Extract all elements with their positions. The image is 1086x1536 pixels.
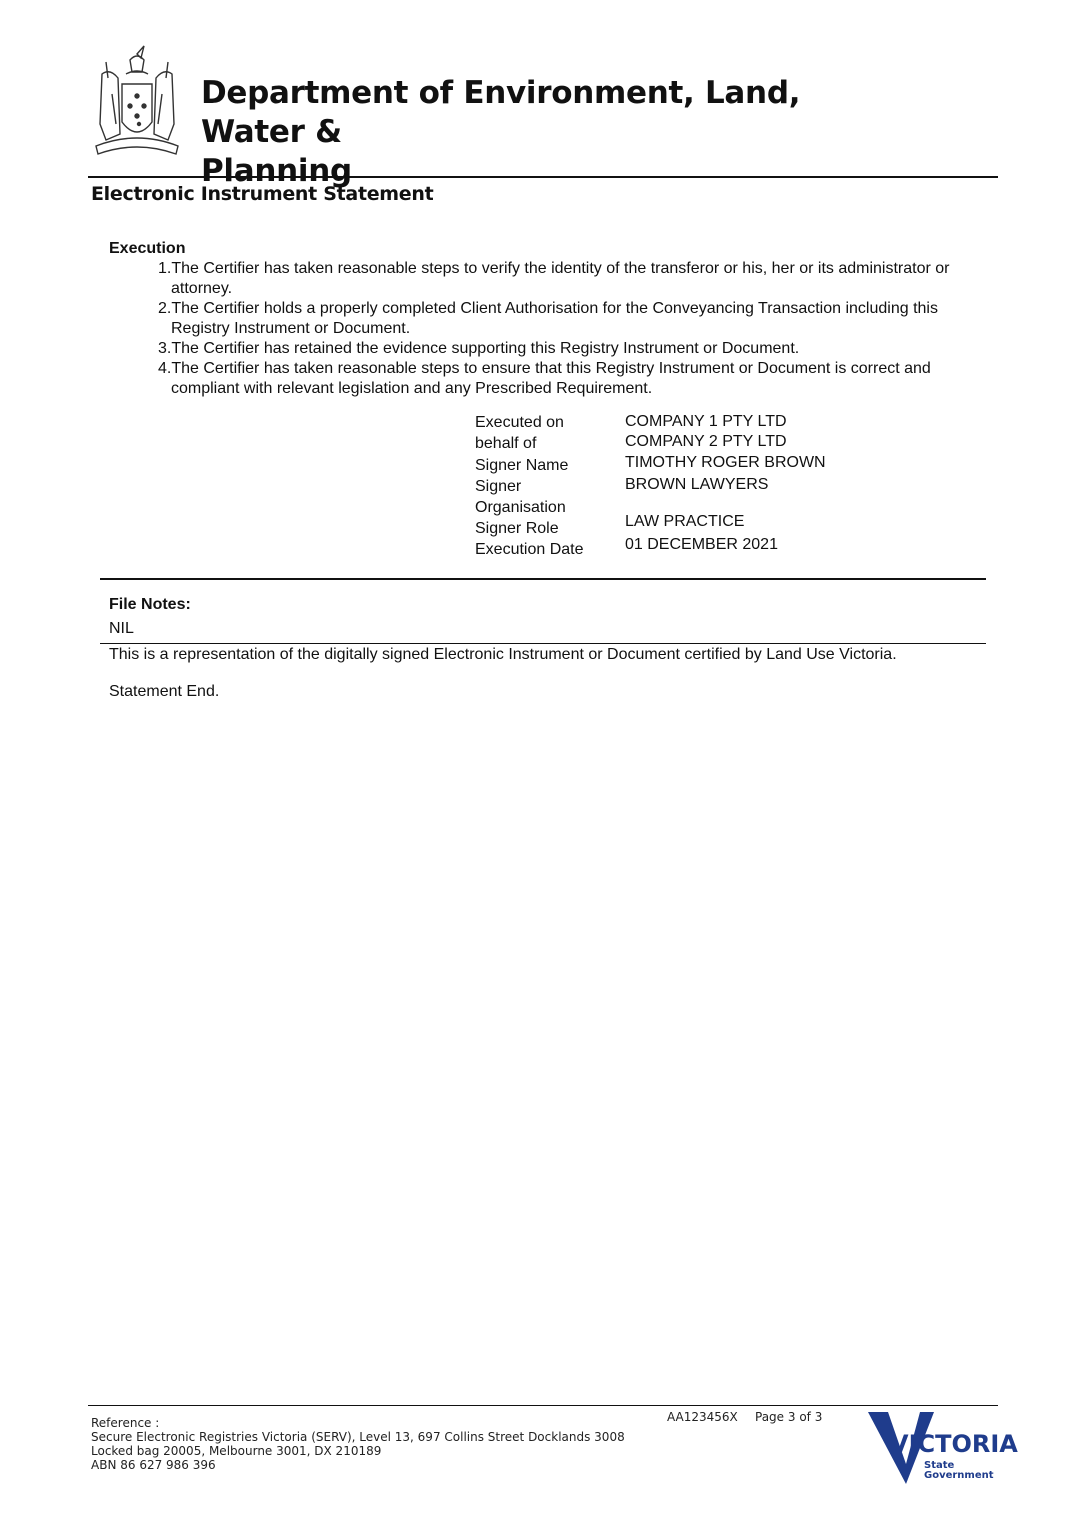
execution-list bbox=[145, 259, 985, 399]
address-line1: Secure Electronic Registries Victoria (SERV), Level 13, 697 Collins Street Docklands 3008 bbox=[91, 1430, 625, 1444]
document-heading: Electronic Instrument Statement bbox=[91, 183, 434, 205]
file-notes-label: File Notes: bbox=[109, 596, 191, 613]
victoria-state-government-logo bbox=[866, 1410, 1018, 1486]
footer-address bbox=[91, 1416, 625, 1472]
svg-text:Government: Government bbox=[924, 1470, 994, 1481]
signer-name-value: TIMOTHY ROGER BROWN bbox=[625, 454, 826, 471]
abn: ABN 86 627 986 396 bbox=[91, 1458, 216, 1472]
reference-label: Reference : bbox=[91, 1416, 160, 1430]
signing-divider bbox=[100, 578, 986, 580]
document-reference: AA123456X bbox=[667, 1410, 738, 1424]
execution-item-4: 4.The Certifier has taken reasonable steps to ensure that this Registry Instrument or Document is correct and compliant with relevant legislation and any Prescribed Requirement. bbox=[158, 360, 931, 397]
signer-org-label: Signer Organisation bbox=[475, 478, 566, 516]
signer-org-value: BROWN LAWYERS bbox=[625, 476, 769, 493]
execution-item-3: 3.The Certifier has retained the evidence supporting this Registry Instrument or Document. bbox=[158, 340, 800, 357]
department-title-line2: Planning bbox=[201, 153, 352, 189]
signer-name-label: Signer Name bbox=[475, 457, 569, 474]
signer-role-value: LAW PRACTICE bbox=[625, 513, 745, 530]
svg-text:State: State bbox=[924, 1460, 955, 1471]
department-title-line1: Department of Environment, Land, Water & bbox=[201, 75, 801, 150]
execution-item-2: 2.The Certifier holds a properly completed Client Authorisation for the Conveyancing Transaction including this Registry Instrument or Document. bbox=[158, 300, 938, 337]
file-notes-divider bbox=[100, 643, 986, 644]
execution-date-value: 01 DECEMBER 2021 bbox=[625, 536, 778, 553]
executed-on-value: COMPANY 1 PTY LTD COMPANY 2 PTY LTD bbox=[625, 413, 787, 450]
execution-heading: Execution bbox=[109, 240, 186, 257]
executed-on-label: Executed on behalf of bbox=[475, 414, 564, 452]
svg-text:VICTORIA: VICTORIA bbox=[890, 1430, 1018, 1458]
footer-divider bbox=[88, 1405, 998, 1406]
statement-end: Statement End. bbox=[109, 683, 220, 700]
file-notes-value: NIL bbox=[109, 620, 134, 637]
page-number: Page 3 of 3 bbox=[755, 1410, 823, 1424]
coat-of-arms-icon bbox=[92, 44, 182, 158]
representation-text: This is a representation of the digitally signed Electronic Instrument or Document certified by Land Use Victoria. bbox=[109, 646, 897, 663]
signer-role-label: Signer Role bbox=[475, 520, 559, 537]
address-line2: Locked bag 20005, Melbourne 3001, DX 210189 bbox=[91, 1444, 382, 1458]
header-divider bbox=[88, 176, 998, 178]
execution-item-1: 1.The Certifier has taken reasonable steps to verify the identity of the transferor or his, her or its administrator or attorney. bbox=[158, 260, 950, 297]
execution-date-label: Execution Date bbox=[475, 541, 584, 558]
department-title bbox=[201, 74, 901, 191]
